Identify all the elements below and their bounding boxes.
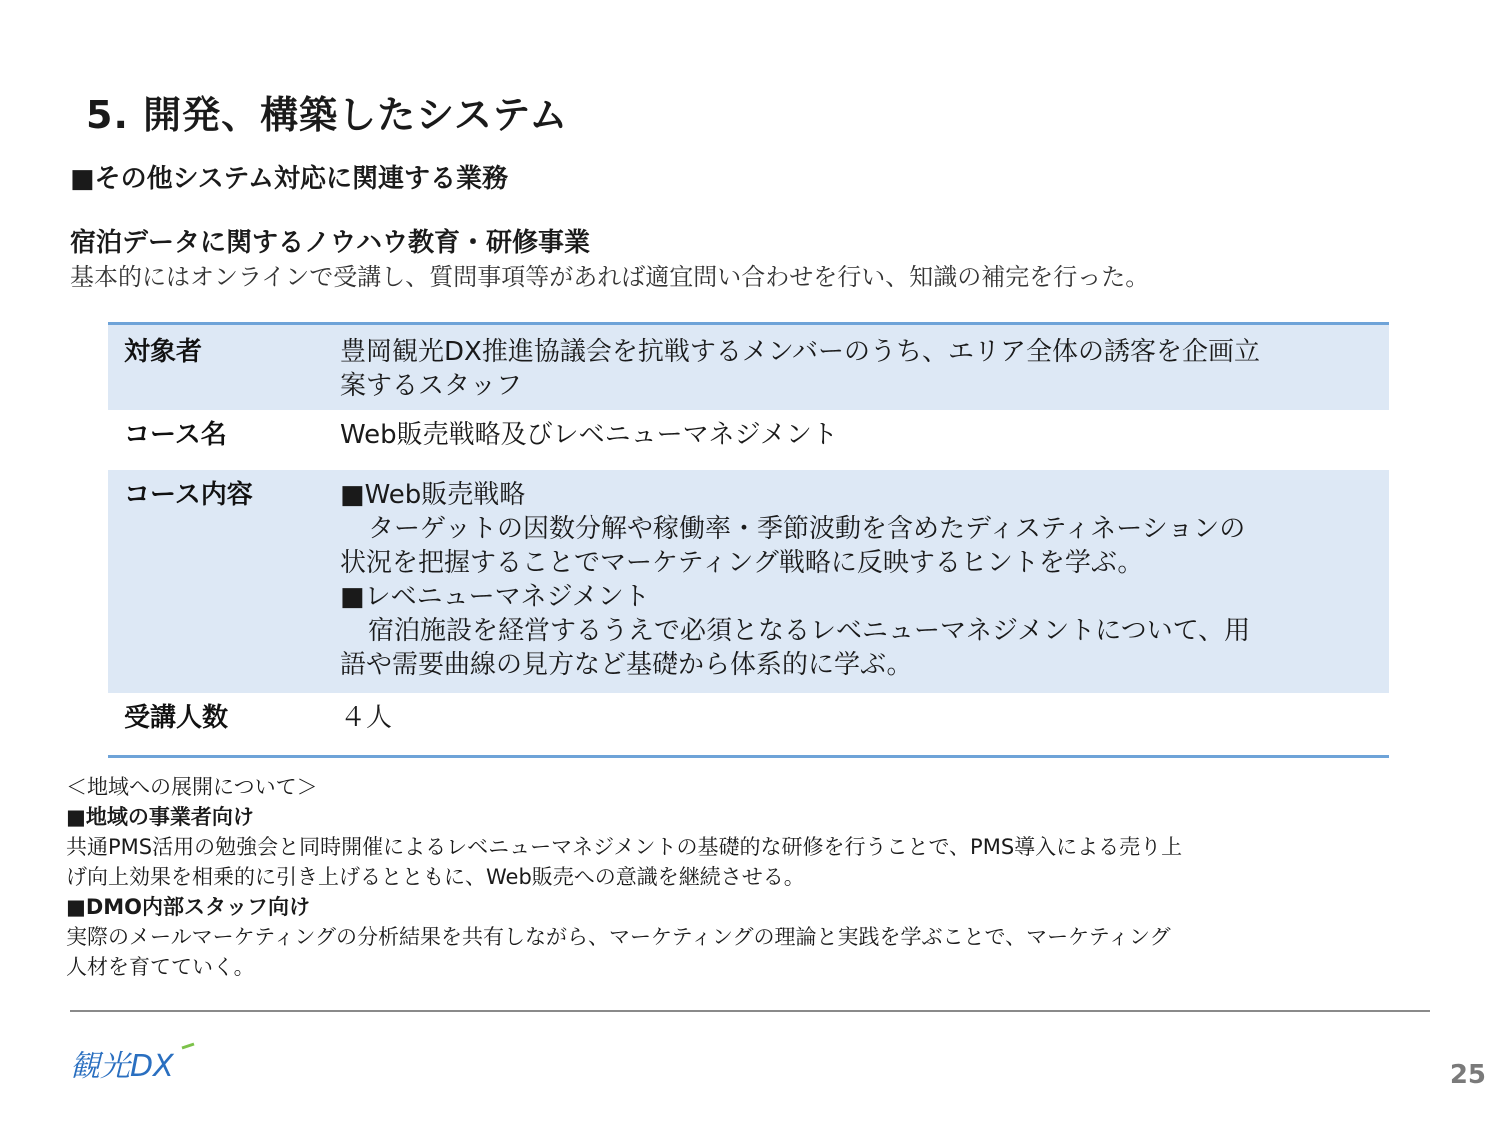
dmo-staff-line-2: 人材を育てていく。 (66, 955, 255, 979)
table-row (108, 325, 1389, 410)
logo-accent (182, 1044, 194, 1048)
target-line-2: 案するスタッフ (340, 371, 523, 401)
row-label-target: 対象者 (124, 337, 203, 367)
kanko-dx-logo (70, 1042, 200, 1084)
footer-divider (70, 1010, 1430, 1012)
dmo-staff-title: ■DMO内部スタッフ向け (66, 895, 311, 919)
row-value-attendees: ４人 (340, 703, 393, 733)
page-title: 5. 開発、構築したシステム (86, 93, 569, 137)
row-label-attendees: 受講人数 (124, 703, 229, 733)
deployment-heading: ＜地域への展開について＞ (66, 775, 318, 799)
local-business-title: ■地域の事業者向け (66, 805, 254, 829)
row-label-course-content: コース内容 (124, 480, 253, 510)
regional-deployment (66, 772, 1416, 982)
dmo-staff-line-1: 実際のメールマーケティングの分析結果を共有しながら、マーケティングの理論と実践を学ぶことで、マーケティング (66, 925, 1171, 949)
local-business-line-1: 共通PMS活用の勉強会と同時開催によるレベニューマネジメントの基礎的な研修を行うことで、PMS導入による売り上 (66, 835, 1183, 859)
table-row (108, 693, 1389, 755)
content-line-4: ■レベニューマネジメント (340, 582, 650, 612)
subheading: 宿泊データに関するノウハウ教育・研修事業 (70, 228, 591, 258)
content-line-3: 状況を把握することでマーケティング戦略に反映するヒントを学ぶ。 (340, 548, 1144, 578)
row-value-course-name: Web販売戦略及びレベニューマネジメント (340, 420, 838, 450)
section-heading: ■その他システム対応に関連する業務 (70, 164, 508, 194)
row-value-target (340, 335, 1389, 410)
row-label-course-name: コース名 (124, 420, 227, 450)
row-value-course-content (340, 478, 1389, 693)
logo-text: 観光DX (70, 1049, 174, 1084)
table-row (108, 410, 1389, 470)
table-row (108, 470, 1389, 693)
page-number: 25 (1449, 1060, 1486, 1090)
content-line-6: 語や需要曲線の見方など基礎から体系的に学ぶ。 (340, 650, 913, 680)
description: 基本的にはオンラインで受講し、質問事項等があれば適宜問い合わせを行い、知識の補完を行った。 (70, 263, 1150, 291)
content-line-5: 宿泊施設を経営するうえで必須となるレベニューマネジメントについて、用 (368, 616, 1251, 646)
content-line-2: ターゲットの因数分解や稼働率・季節波動を含めたディスティネーションの (368, 514, 1246, 544)
course-table (108, 322, 1389, 758)
content-line-1: ■Web販売戦略 (340, 480, 526, 510)
local-business-line-2: げ向上効果を相乗的に引き上げるとともに、Web販売への意識を継続させる。 (66, 865, 805, 889)
target-line-1: 豊岡観光DX推進協議会を抗戦するメンバーのうち、エリア全体の誘客を企画立 (340, 337, 1261, 367)
